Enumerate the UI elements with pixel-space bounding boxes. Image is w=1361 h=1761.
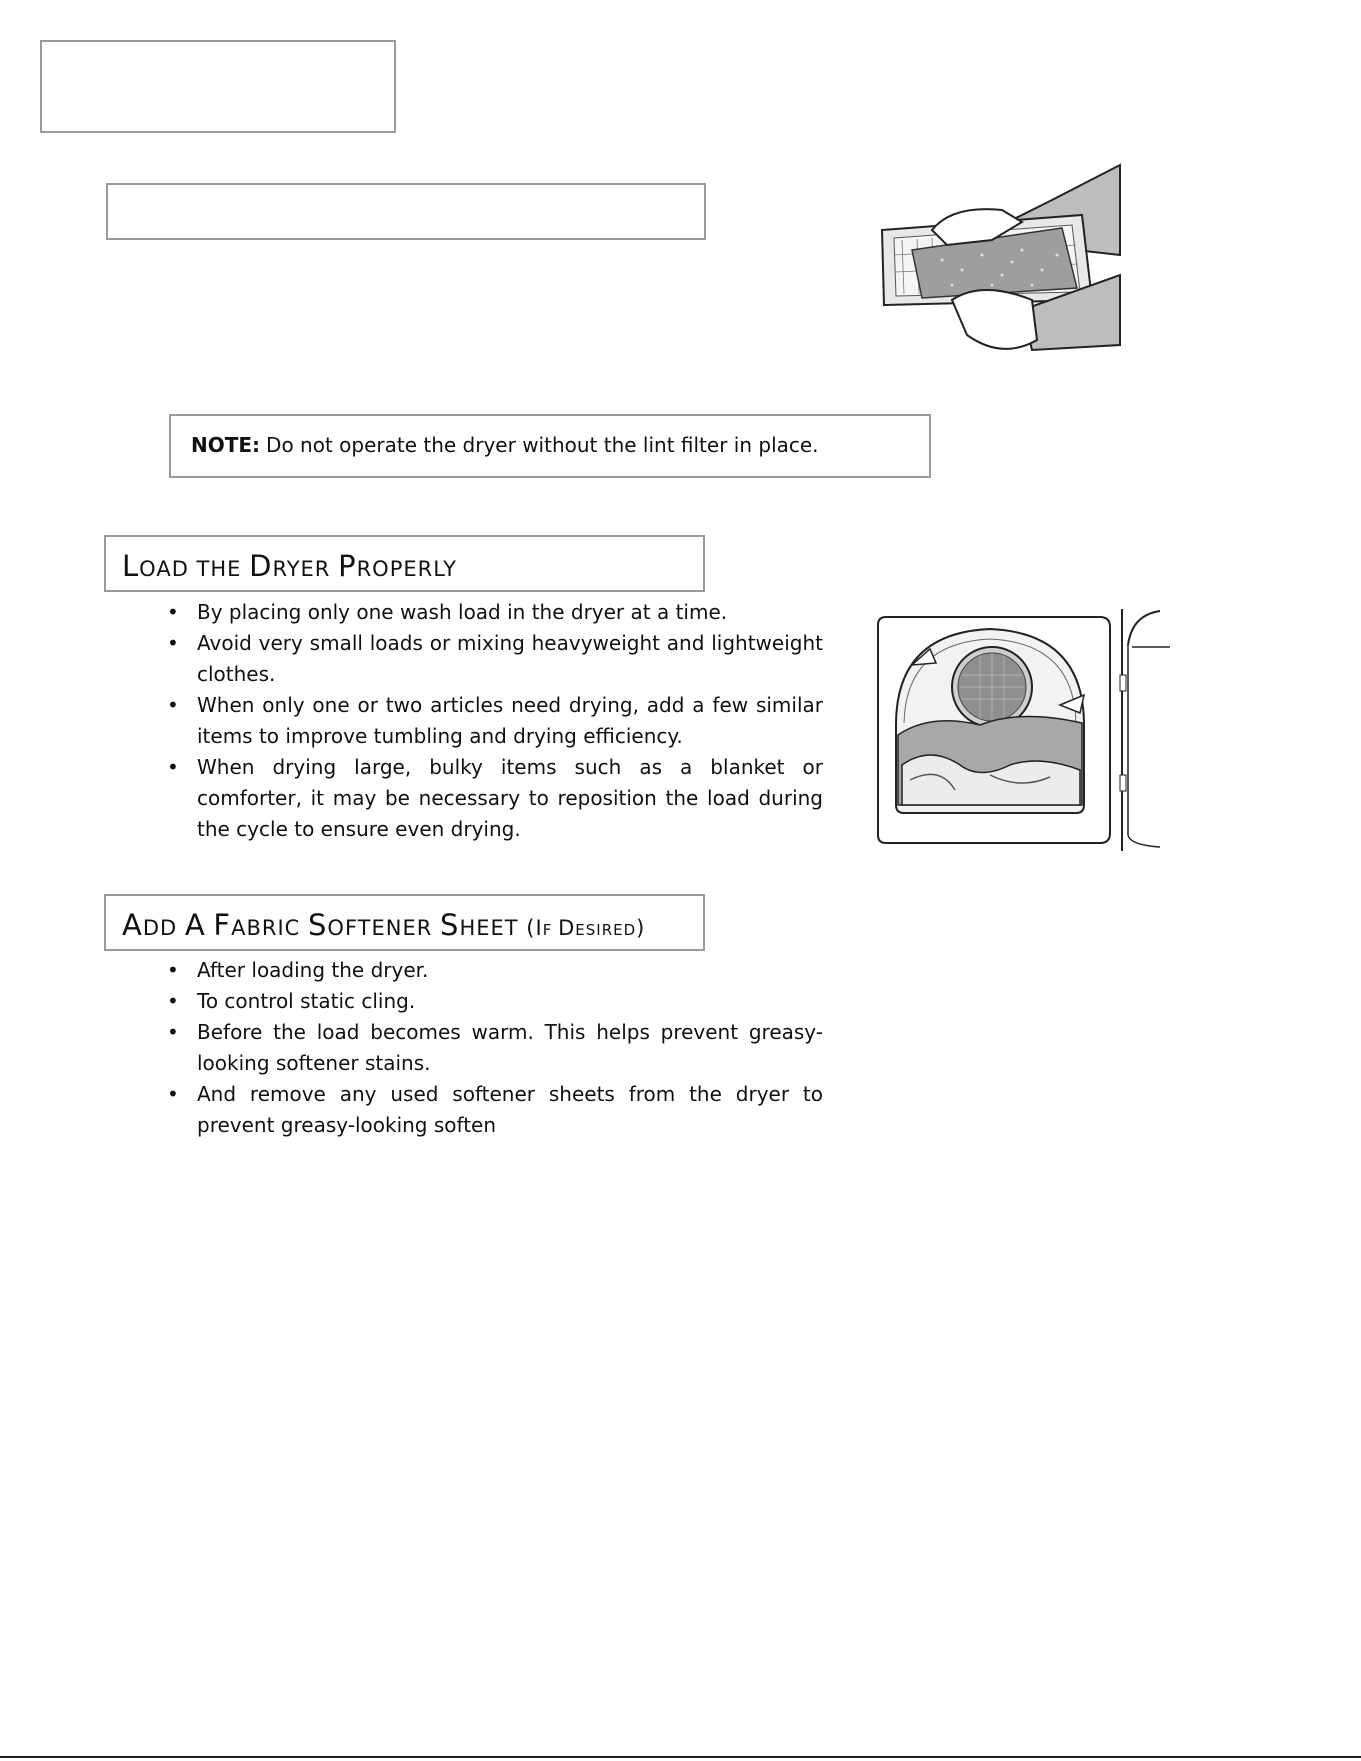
softener-list (165, 955, 823, 1141)
list-item: • Avoid very small loads or mixing heavyweight and lightweight clothes. (167, 631, 823, 686)
bottom-rule (0, 1756, 1361, 1758)
softener-section-header (104, 894, 705, 951)
list-item: • And remove any used softener sheets from the dryer to prevent greasy-looking soften (167, 1082, 823, 1137)
softener-title: ADD A FABRIC SOFTENER SHEET (IF DESIRED) (122, 908, 646, 942)
list-item: • To control static cling. (167, 989, 416, 1013)
note-body: Do not operate the dryer without the lint filter in place. (266, 433, 819, 457)
list-item: • When only one or two articles need drying, add a few similar items to improve tumbling and drying efficiency. (167, 693, 823, 748)
dryer-drum-illustration (870, 605, 1170, 855)
load-dryer-title: LOAD THE DRYER PROPERLY (122, 549, 457, 583)
note-text (191, 433, 819, 457)
note-box (169, 414, 931, 478)
corner-label-box (40, 40, 396, 133)
list-item: • By placing only one wash load in the dryer at a time. (167, 600, 728, 624)
lint-filter-illustration (872, 160, 1122, 360)
note-label: NOTE: (191, 433, 261, 457)
list-item: • Before the load becomes warm. This helps prevent greasy-looking softener stains. (167, 1020, 823, 1075)
list-item: • After loading the dryer. (167, 958, 429, 982)
load-dryer-list (165, 597, 823, 845)
list-item: • When drying large, bulky items such as a blanket or comforter, it may be necessary to reposition the load during the cycle to ensure even drying. (167, 755, 823, 841)
load-dryer-section-header (104, 535, 705, 592)
lint-filter-header-box (106, 183, 706, 240)
